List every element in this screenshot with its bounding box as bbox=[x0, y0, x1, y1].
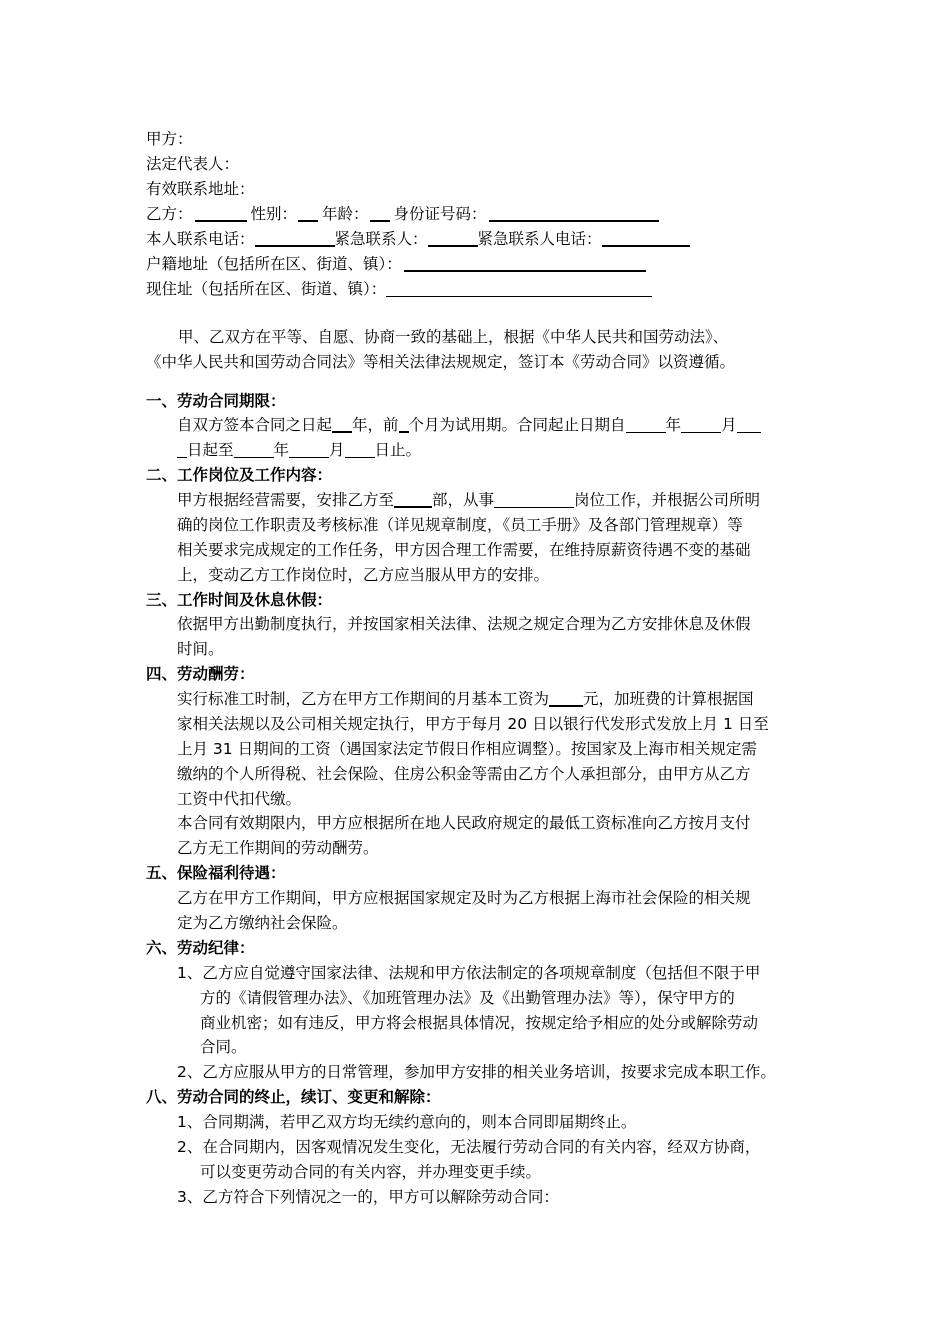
section-6-title: 六、劳动纪律： bbox=[146, 939, 255, 957]
text-span: 日起至 bbox=[187, 441, 234, 459]
section-8-item: 2、在合同期内，因客观情况发生变化，无法履行劳动合同的有关内容，经双方协商， bbox=[177, 1138, 761, 1156]
intro-paragraph bbox=[178, 324, 728, 350]
section-2-line: 上，变动乙方工作岗位时，乙方应当服从甲方的安排。 bbox=[177, 566, 550, 584]
position-blank[interactable] bbox=[494, 489, 574, 508]
party-b-label: 乙方： bbox=[146, 205, 193, 223]
address-line bbox=[146, 176, 255, 202]
residence-blank[interactable] bbox=[386, 278, 652, 297]
start-month-blank[interactable] bbox=[681, 414, 721, 433]
section-4-title: 四、劳动酬劳： bbox=[146, 665, 255, 683]
section-1-title: 一、劳动合同期限： bbox=[146, 392, 286, 410]
section-8-item: 可以变更劳动合同的有关内容，并办理变更手续。 bbox=[200, 1163, 542, 1181]
text-span: 年 bbox=[665, 416, 682, 434]
id-number-label: 身份证号码： bbox=[393, 205, 487, 223]
section-4-line: 本合同有效期限内，甲方应根据所在地人民政府规定的最低工资标准向乙方按月支付 bbox=[177, 814, 751, 832]
base-salary-blank[interactable] bbox=[549, 687, 583, 707]
section-4-line bbox=[177, 686, 754, 712]
party-a-line bbox=[146, 126, 193, 152]
end-month-blank[interactable] bbox=[289, 439, 329, 458]
own-phone-blank[interactable] bbox=[255, 227, 335, 247]
emergency-contact-blank[interactable] bbox=[428, 227, 478, 247]
emergency-phone-blank[interactable] bbox=[602, 227, 690, 247]
section-4-line: 缴纳的个人所得税、社会保险、住房公积金等需由乙方个人承担部分，由甲方从乙方 bbox=[177, 765, 751, 783]
section-5-line: 定为乙方缴纳社会保险。 bbox=[177, 914, 348, 932]
age-blank[interactable] bbox=[370, 202, 390, 222]
section-4-line: 乙方无工作期间的劳动酬劳。 bbox=[177, 839, 379, 857]
section-8-item: 1、合同期满，若甲乙双方均无续约意向的，则本合同即届期终止。 bbox=[177, 1113, 637, 1131]
id-number-blank[interactable] bbox=[489, 202, 659, 222]
section-6-item: 商业机密；如有违反，甲方将会根据具体情况，按规定给予相应的处分或解除劳动 bbox=[200, 1014, 759, 1032]
section-3-title: 三、工作时间及休息休假： bbox=[146, 591, 333, 609]
legal-rep-line bbox=[146, 151, 239, 177]
text-span: 年，前 bbox=[352, 416, 399, 434]
text-span: 岗位工作，并根据公司所明 bbox=[574, 491, 761, 509]
section-6-item: 合同。 bbox=[200, 1038, 247, 1056]
gender-label: 性别： bbox=[250, 205, 298, 223]
section-6-item: 2、乙方应服从甲方的日常管理，参加甲方安排的相关业务培训，按要求完成本职工作。 bbox=[177, 1063, 776, 1081]
department-blank[interactable] bbox=[394, 488, 432, 508]
section-4-line: 家相关法规以及公司相关规定执行，甲方于每月 20 日以银行代发形式发放上月 1 日至 bbox=[177, 715, 769, 733]
hukou-line bbox=[146, 251, 646, 277]
section-1-line bbox=[177, 437, 421, 463]
section-2-title: 二、工作岗位及工作内容： bbox=[146, 466, 333, 484]
phone-line bbox=[146, 226, 690, 252]
end-year-blank[interactable] bbox=[234, 439, 274, 458]
emergency-phone-label: 紧急联系人电话： bbox=[477, 230, 602, 248]
section-4-line: 工资中代扣代缴。 bbox=[177, 790, 302, 808]
own-phone-label: 本人联系电话： bbox=[146, 230, 255, 248]
emergency-contact-label: 紧急联系人： bbox=[334, 230, 428, 248]
age-label: 年龄： bbox=[322, 205, 369, 223]
text-span: 自双方签本合同之日起 bbox=[177, 416, 333, 434]
section-3-line: 依据甲方出勤制度执行，并按国家相关法律、法规之规定合理为乙方安排休息及休假 bbox=[177, 615, 751, 633]
intro-paragraph-cont bbox=[146, 349, 735, 375]
text-span: 元，加班费的计算根据国 bbox=[583, 690, 754, 708]
term-years-blank[interactable] bbox=[332, 413, 352, 433]
section-8-title: 八、劳动合同的终止，续订、变更和解除： bbox=[146, 1088, 441, 1106]
section-1-line bbox=[177, 412, 761, 438]
legal-rep-label: 法定代表人： bbox=[146, 155, 240, 173]
section-6-item: 1、乙方应自觉遵守国家法律、法规和甲方依法制定的各项规章制度（包括但不限于甲 bbox=[177, 964, 761, 982]
section-8-item: 3、乙方符合下列情况之一的，甲方可以解除劳动合同： bbox=[177, 1188, 559, 1206]
text-span: 个月为试用期。合同起止日期自 bbox=[408, 416, 626, 434]
residence-label: 现住址（包括所在区、街道、镇）： bbox=[146, 280, 387, 298]
residence-line bbox=[146, 276, 652, 302]
section-5-title: 五、保险福利待遇： bbox=[146, 864, 286, 882]
intro-line: 甲、乙双方在平等、自愿、协商一致的基础上，根据《中华人民共和国劳动法》、 bbox=[178, 328, 729, 346]
address-label: 有效联系地址： bbox=[146, 180, 255, 198]
section-6-item: 方的《请假管理办法》、《加班管理办法》及《出勤管理办法》等），保守甲方的 bbox=[200, 989, 735, 1007]
gender-blank[interactable] bbox=[298, 202, 318, 222]
section-4-line: 上月 31 日期间的工资（遇国家法定节假日作相应调整）。按国家及上海市相关规定需 bbox=[177, 740, 757, 758]
section-2-line bbox=[177, 487, 760, 513]
hukou-blank[interactable] bbox=[404, 252, 646, 272]
section-2-line: 确的岗位工作职责及考核标准（详见规章制度，《员工手册》及各部门管理规章）等 bbox=[177, 516, 743, 534]
party-a-label: 甲方： bbox=[146, 130, 193, 148]
section-5-line: 乙方在甲方工作期间，甲方应根据国家规定及时为乙方根据上海市社会保险的相关规 bbox=[177, 889, 751, 907]
text-span: 日止。 bbox=[374, 441, 422, 459]
text-span: 月 bbox=[721, 416, 737, 434]
section-3-line: 时间。 bbox=[177, 640, 224, 658]
party-b-line bbox=[146, 201, 659, 227]
start-day-blank-cont[interactable] bbox=[177, 439, 187, 458]
text-span: 年 bbox=[273, 441, 290, 459]
text-span: 甲方根据经营需要，安排乙方至 bbox=[177, 491, 395, 509]
hukou-label: 户籍地址（包括所在区、街道、镇）： bbox=[146, 255, 402, 273]
probation-months-blank[interactable] bbox=[399, 413, 409, 433]
text-span: 部，从事 bbox=[432, 491, 495, 509]
text-span: 实行标准工时制，乙方在甲方工作期间的月基本工资为 bbox=[177, 690, 550, 708]
start-day-blank[interactable] bbox=[737, 414, 761, 433]
end-day-blank[interactable] bbox=[345, 439, 375, 458]
start-year-blank[interactable] bbox=[626, 414, 666, 433]
text-span: 月 bbox=[329, 441, 345, 459]
party-b-name-blank[interactable] bbox=[195, 202, 247, 222]
section-2-line: 相关要求完成规定的工作任务，甲方因合理工作需要，在维持原薪资待遇不变的基础 bbox=[177, 541, 751, 559]
intro-line: 《中华人民共和国劳动合同法》等相关法律法规规定，签订本《劳动合同》以资遵循。 bbox=[146, 353, 736, 371]
